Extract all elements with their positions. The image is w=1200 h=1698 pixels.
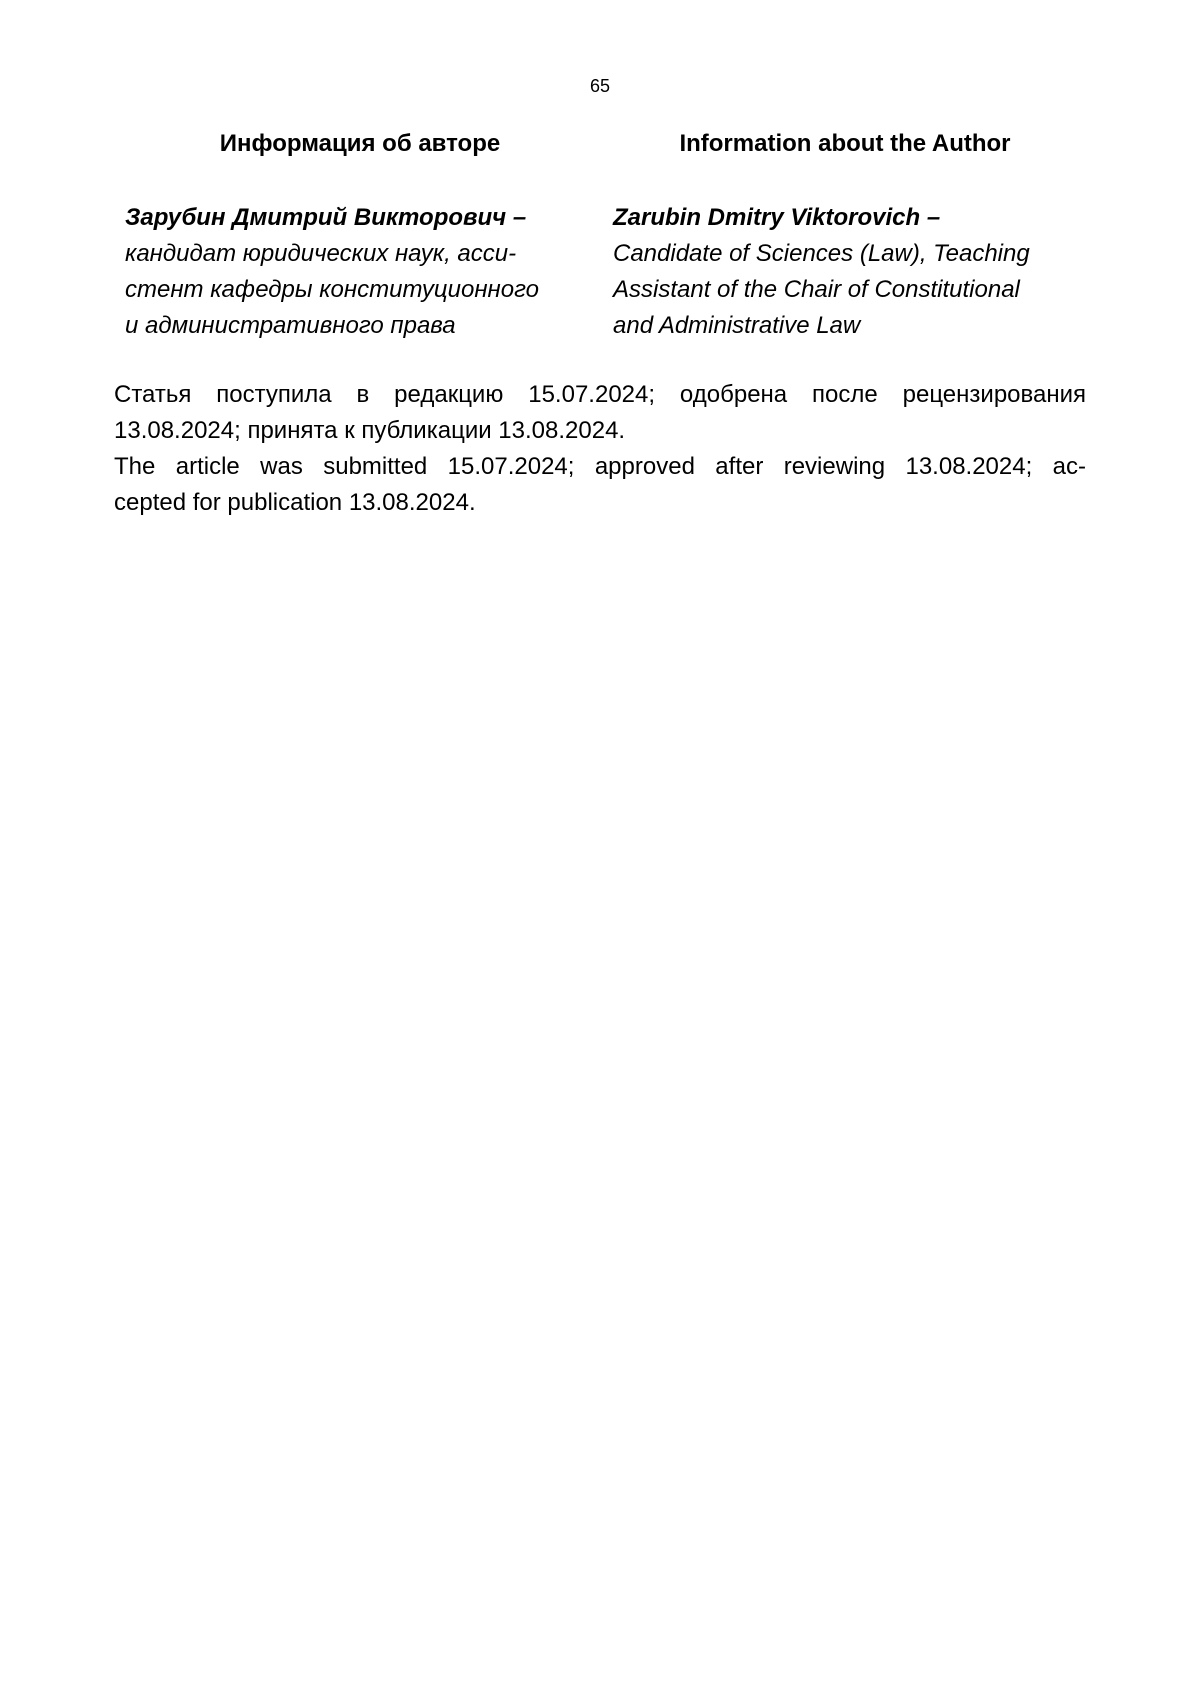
author-description-line: стент кафедры конституционного	[125, 276, 540, 303]
author-name-ru: Зарубин Дмитрий Викторович –	[125, 204, 527, 231]
author-info-heading-en: Information about the Author	[679, 130, 1011, 157]
article-history-line: 13.08.2024; принята к публикации 13.08.2024.	[114, 417, 626, 444]
author-block-en	[613, 200, 1093, 344]
author-info-heading-ru: Информация об авторе	[219, 130, 501, 157]
author-description-line: Candidate of Sciences (Law), Teaching	[613, 240, 1030, 267]
article-history-line: The article was submitted 15.07.2024; approved after reviewing 13.08.2024; ac-	[114, 453, 1086, 480]
article-history-line: cepted for publication 13.08.2024.	[114, 489, 476, 516]
author-description-line: и административного права	[125, 312, 456, 339]
article-history-ru	[114, 377, 1086, 449]
page-number: 65	[589, 76, 611, 96]
author-description-line: кандидат юридических наук, асси-	[125, 240, 517, 267]
article-history-line: Статья поступила в редакцию 15.07.2024; одобрена после рецензирования	[114, 381, 1086, 408]
article-history-en	[114, 449, 1086, 521]
author-block-ru	[125, 200, 595, 344]
author-description-line: Assistant of the Chair of Constitutional	[613, 276, 1020, 303]
author-description-line: and Administrative Law	[613, 312, 861, 339]
author-name-en: Zarubin Dmitry Viktorovich –	[613, 204, 941, 231]
